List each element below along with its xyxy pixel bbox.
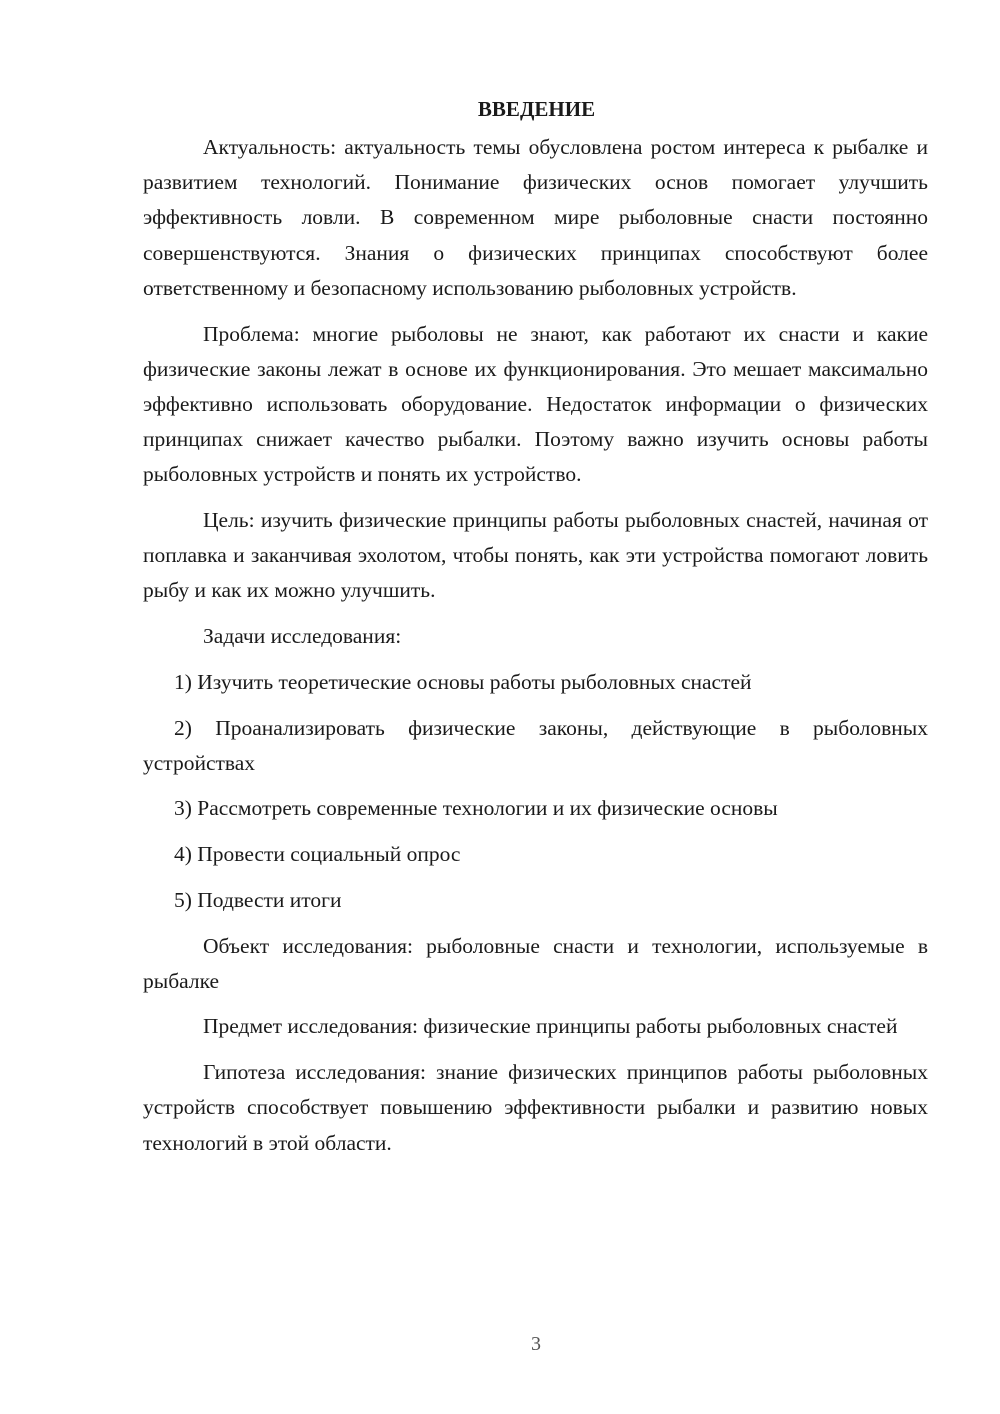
task-item: 4) Провести социальный опрос [174,842,461,867]
section-heading: ВВЕДЕНИЕ [477,97,596,121]
subject-paragraph: Предмет исследования: физические принципы работы рыболовных снастей [203,1014,898,1039]
document-page [143,92,928,1171]
object-paragraph: Объект исследования: рыболовные снасти и технологии, используемые в рыбалке [143,933,928,993]
goal-paragraph: Цель: изучить физические принципы работы рыболовных снастей, начиная от поплавка и заканчивая эхолотом, чтобы понять, как эти устройства помогают ловить рыбу и как их можно улучшить. [143,508,928,603]
task-item: 5) Подвести итоги [174,887,342,912]
task-item: 3) Рассмотреть современные технологии и их физические основы [174,796,778,821]
problem-paragraph: Проблема: многие рыболовы не знают, как работают их снасти и какие физические законы лежат в основе их функционирования. Это мешает максимально эффективно использовать оборудование. Недостаток информации о физических принципах снижает качество рыбалки. Поэтому важно изучить основы работы рыболовных устройств и понять их устройство. [143,321,928,487]
relevance-paragraph: Актуальность: актуальность темы обусловлена ростом интереса к рыбалке и развитием технологий. Понимание физических основ помогает улучшить эффективность ловли. В современном мире рыболовные снасти постоянно совершенствуются. Знания о физических принципах способствуют более ответственному и безопасному использованию рыболовных устройств. [143,135,928,300]
tasks-list [143,665,928,918]
task-item: 1) Изучить теоретические основы работы рыболовных снастей [174,669,752,694]
tasks-title: Задачи исследования: [203,624,402,649]
page-number: 3 [531,1333,541,1355]
hypothesis-paragraph: Гипотеза исследования: знание физических принципов работы рыболовных устройств способствует повышению эффективности рыбалки и развитию новых технологий в этой области. [143,1060,928,1155]
task-item: 2) Проанализировать физические законы, действующие в рыболовных устройствах [143,715,928,775]
